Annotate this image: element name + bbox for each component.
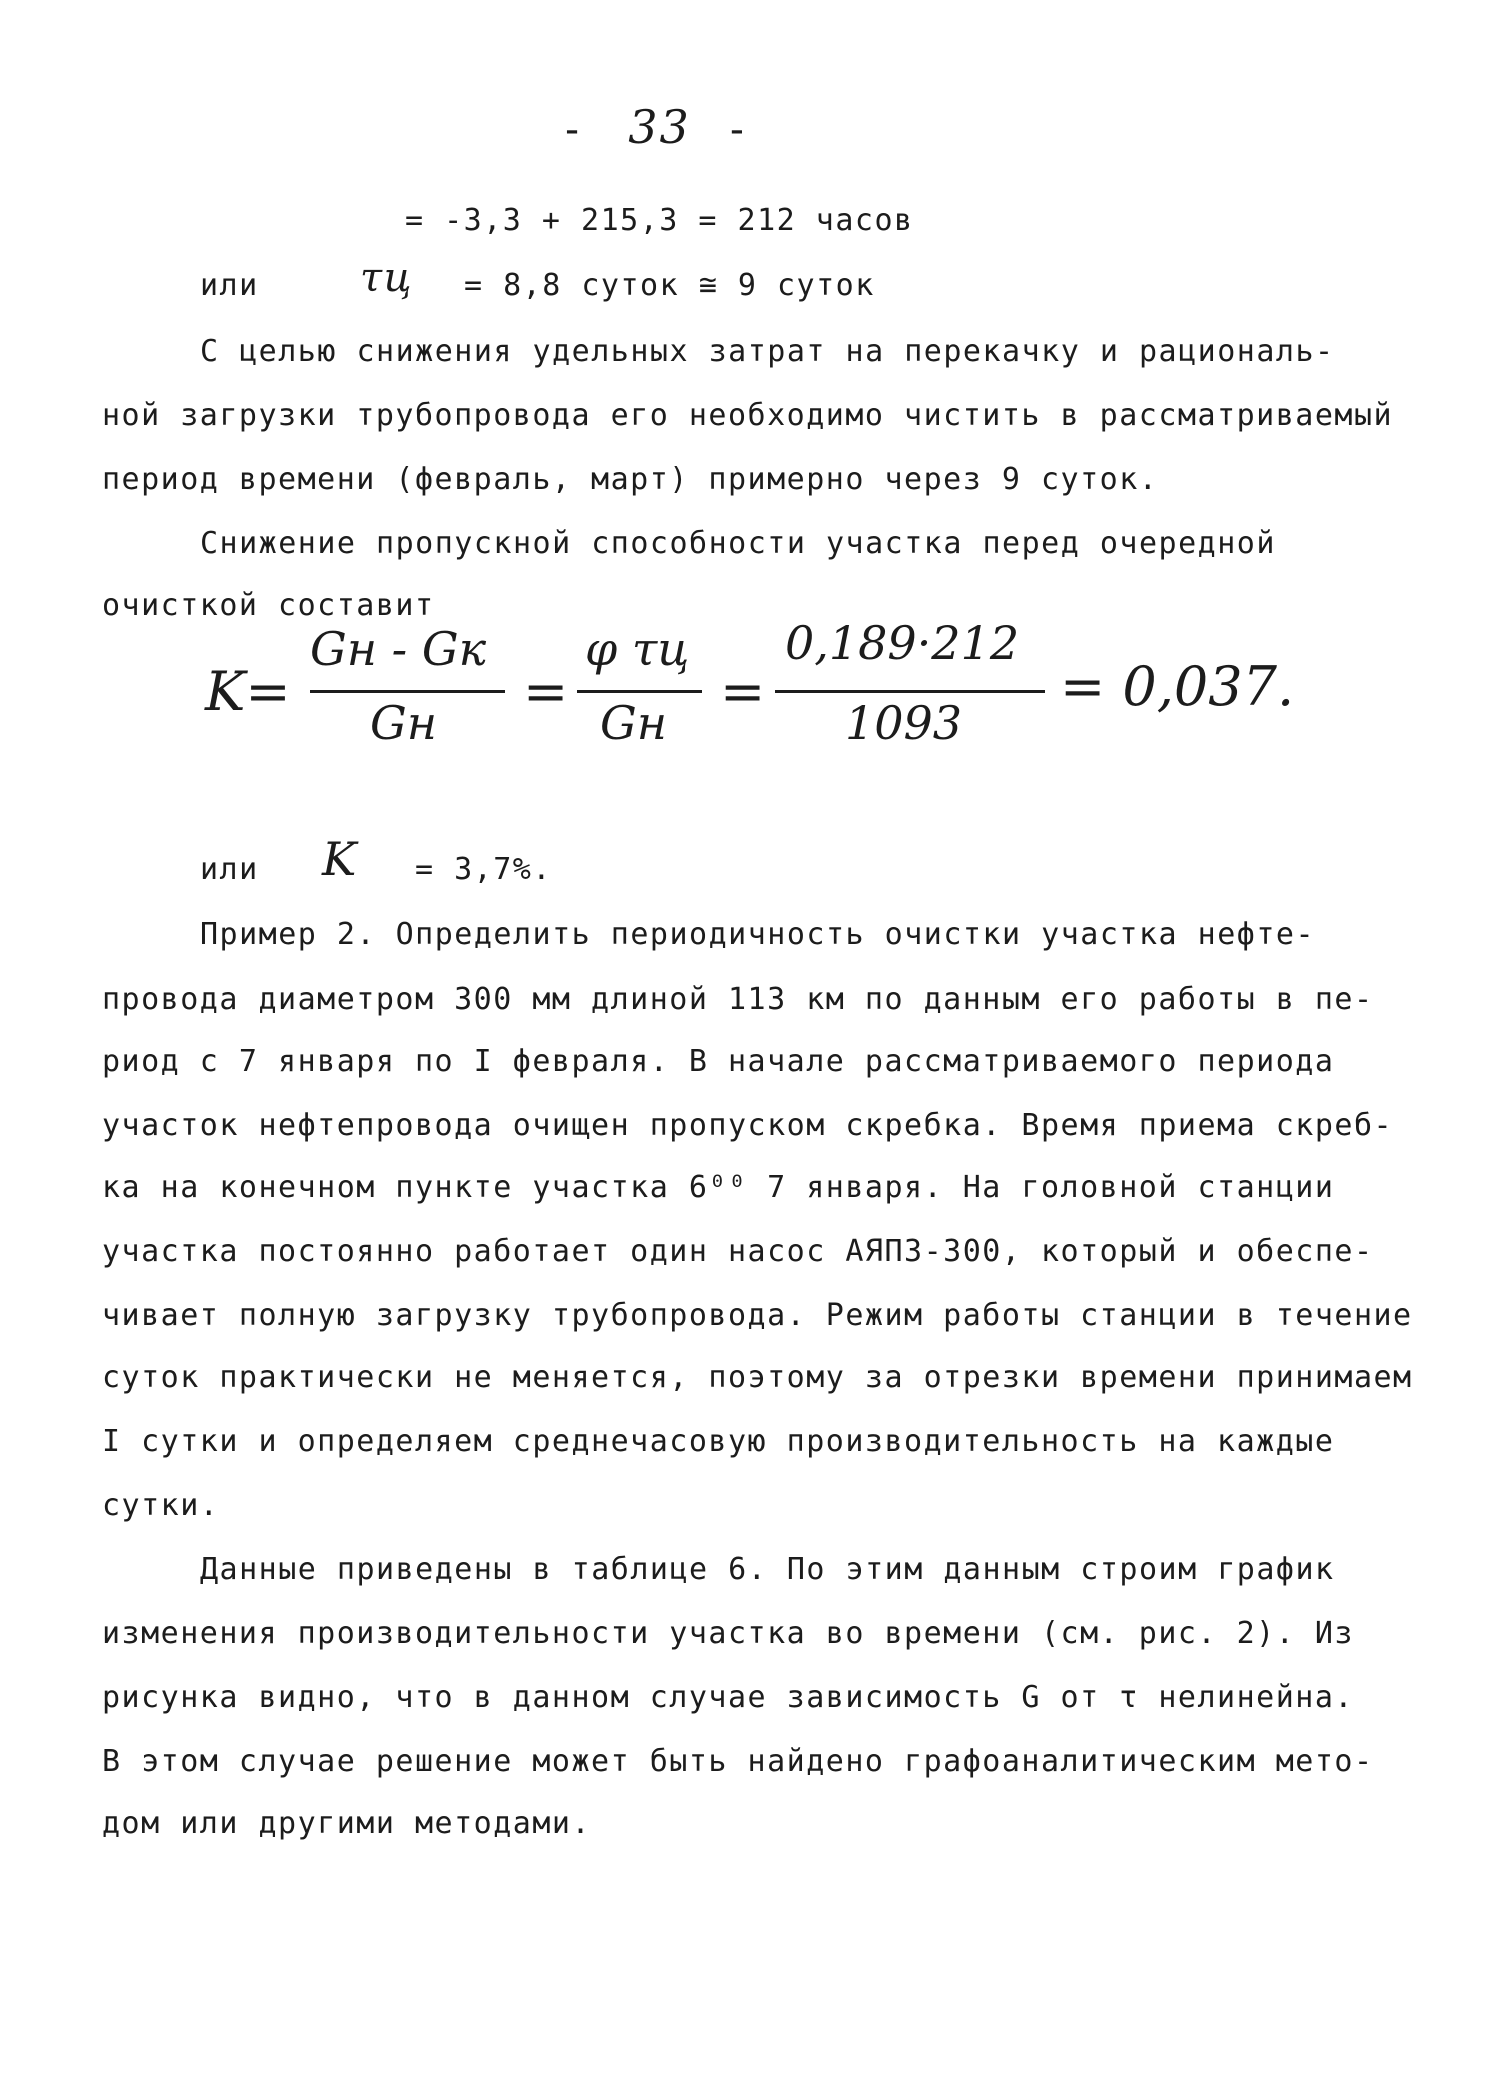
formula-numerator-3: 0,189·212 [785,616,1020,670]
formula-k-symbol: K= [205,660,291,723]
equation-hours: = -3,3 + 215,3 = 212 часов [405,203,914,238]
equation-or-word: или [200,268,259,303]
para4-line-2: изменения производительности участка во времени (см. рис. 2). Из [102,1616,1354,1651]
para4-line-3: рисунка видно, что в данном случае зависимость G от τ нелинейна. [102,1680,1354,1715]
para4-line-5: дом или другими методами. [102,1806,592,1841]
para3-line-3: риод с 7 января по I февраля. В начале рассматриваемого периода [102,1044,1335,1079]
equation-days: = 8,8 суток ≅ 9 суток [464,268,875,303]
page-number-value: 33 [628,100,691,154]
page-number-dash-left: - [560,107,595,153]
formula-equals-2: = [720,660,766,723]
tau-symbol: τц [360,255,414,301]
para1-line-3: период времени (февраль, март) примерно через 9 суток. [102,462,1159,497]
k-symbol: K [322,832,358,886]
para4-line-4: В этом случае решение может быть найдено графоаналитическим мето- [102,1744,1374,1779]
para3-line-2: провода диаметром 300 мм длиной 113 км по данным его работы в пе- [102,982,1374,1017]
page-number-dash-right: - [724,107,759,153]
para2-line-1: Снижение пропускной способности участка перед очередной [200,526,1276,561]
fraction-bar-2 [577,690,702,693]
para2-line-2: очисткой составит [102,588,435,623]
para3-line-1: Пример 2. Определить периодичность очистки участка нефте- [200,917,1316,952]
fraction-bar-1 [310,690,505,693]
formula-result: = 0,037. [1060,655,1295,718]
equation-or-word-2: или [200,852,259,887]
formula-k [205,616,1305,780]
para3-line-6: участка постоянно работает один насос АЯП3-300, который и обеспе- [102,1234,1374,1269]
formula-denominator-2: Gн [600,696,668,750]
para3-line-10: сутки. [102,1488,220,1523]
k-percent-value: = 3,7%. [415,852,552,887]
para1-line-2: ной загрузки трубопровода его необходимо чистить в рассматриваемый [102,398,1394,433]
page-number [560,100,759,154]
formula-denominator-3: 1093 [845,696,963,750]
formula-numerator-2: φ τц [585,622,690,676]
para1-line-1: С целью снижения удельных затрат на перекачку и рациональ- [200,334,1335,369]
para3-line-5: ка на конечном пункте участка 6⁰⁰ 7 января. На головной станции [102,1170,1335,1205]
fraction-bar-3 [775,690,1045,693]
para3-line-4: участок нефтепровода очищен пропуском скребка. Время приема скреб- [102,1108,1394,1143]
para3-line-9: I сутки и определяем среднечасовую производительность на каждые [102,1424,1335,1459]
formula-denominator-1: Gн [370,696,438,750]
formula-numerator-1: Gн - Gк [310,622,487,676]
para4-line-1: Данные приведены в таблице 6. По этим данным строим график [200,1552,1335,1587]
para3-line-7: чивает полную загрузку трубопровода. Режим работы станции в течение [102,1298,1413,1333]
formula-equals-1: = [523,660,569,723]
para3-line-8: суток практически не меняется, поэтому за отрезки времени принимаем [102,1360,1413,1395]
